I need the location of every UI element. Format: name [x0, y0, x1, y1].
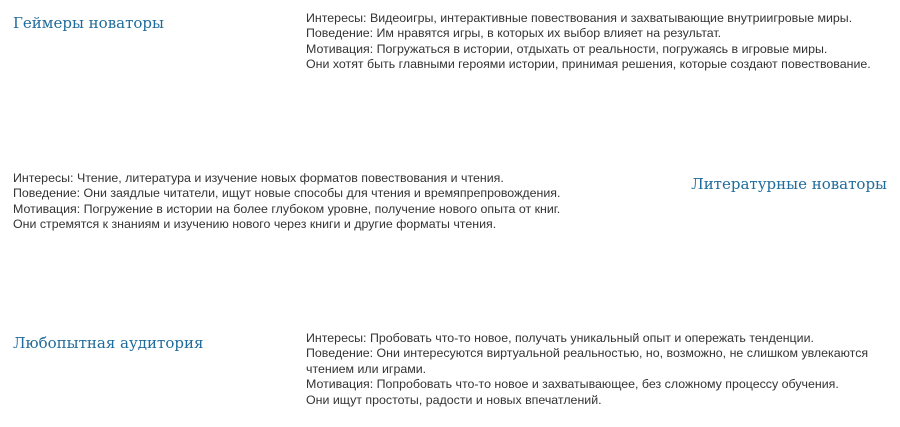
segment-behavior: Поведение: Они заядлые читатели, ищут новые способы для чтения и времяпрепровождения. — [13, 186, 561, 201]
segment-title-curious: Любопытная аудитория — [13, 334, 204, 352]
segment-title-readers: Литературные новаторы — [691, 175, 887, 193]
segment-description-readers — [13, 171, 633, 233]
segment-summary: Они ищут простоты, радости и новых впечатлений. — [306, 392, 602, 407]
segment-behavior: Поведение: Они интересуются виртуальной реальностью, но, возможно, не слишком увлекаются чтением или играми. — [306, 346, 869, 376]
segment-description-gamers — [306, 11, 896, 73]
segment-motivation: Мотивация: Попробовать что-то новое и захватывающее, без сложному процессу обучения. — [306, 377, 839, 392]
segment-motivation: Мотивация: Погружаться в истории, отдыхать от реальности, погружаясь в игровые миры. — [306, 41, 828, 56]
segment-title-gamers: Геймеры новаторы — [13, 14, 164, 32]
segment-interests: Интересы: Видеоигры, интерактивные повествования и захватывающие внутриигровые миры. — [306, 11, 853, 25]
segment-description-curious — [306, 331, 886, 408]
segment-summary: Они стремятся к знаниям и изучению нового через книги и другие форматы чтения. — [13, 217, 497, 232]
segment-interests: Интересы: Чтение, литература и изучение новых форматов повествования и чтения. — [13, 171, 504, 185]
segment-summary: Они хотят быть главными героями истории, принимая решения, которые создают повествование. — [306, 57, 871, 72]
segment-motivation: Мотивация: Погружение в истории на более глубоком уровне, получение нового опыта от книг. — [13, 201, 561, 216]
segment-behavior: Поведение: Им нравятся игры, в которых их выбор влияет на результат. — [306, 26, 722, 41]
segment-interests: Интересы: Пробовать что-то новое, получать уникальный опыт и опережать тенденции. — [306, 331, 814, 345]
